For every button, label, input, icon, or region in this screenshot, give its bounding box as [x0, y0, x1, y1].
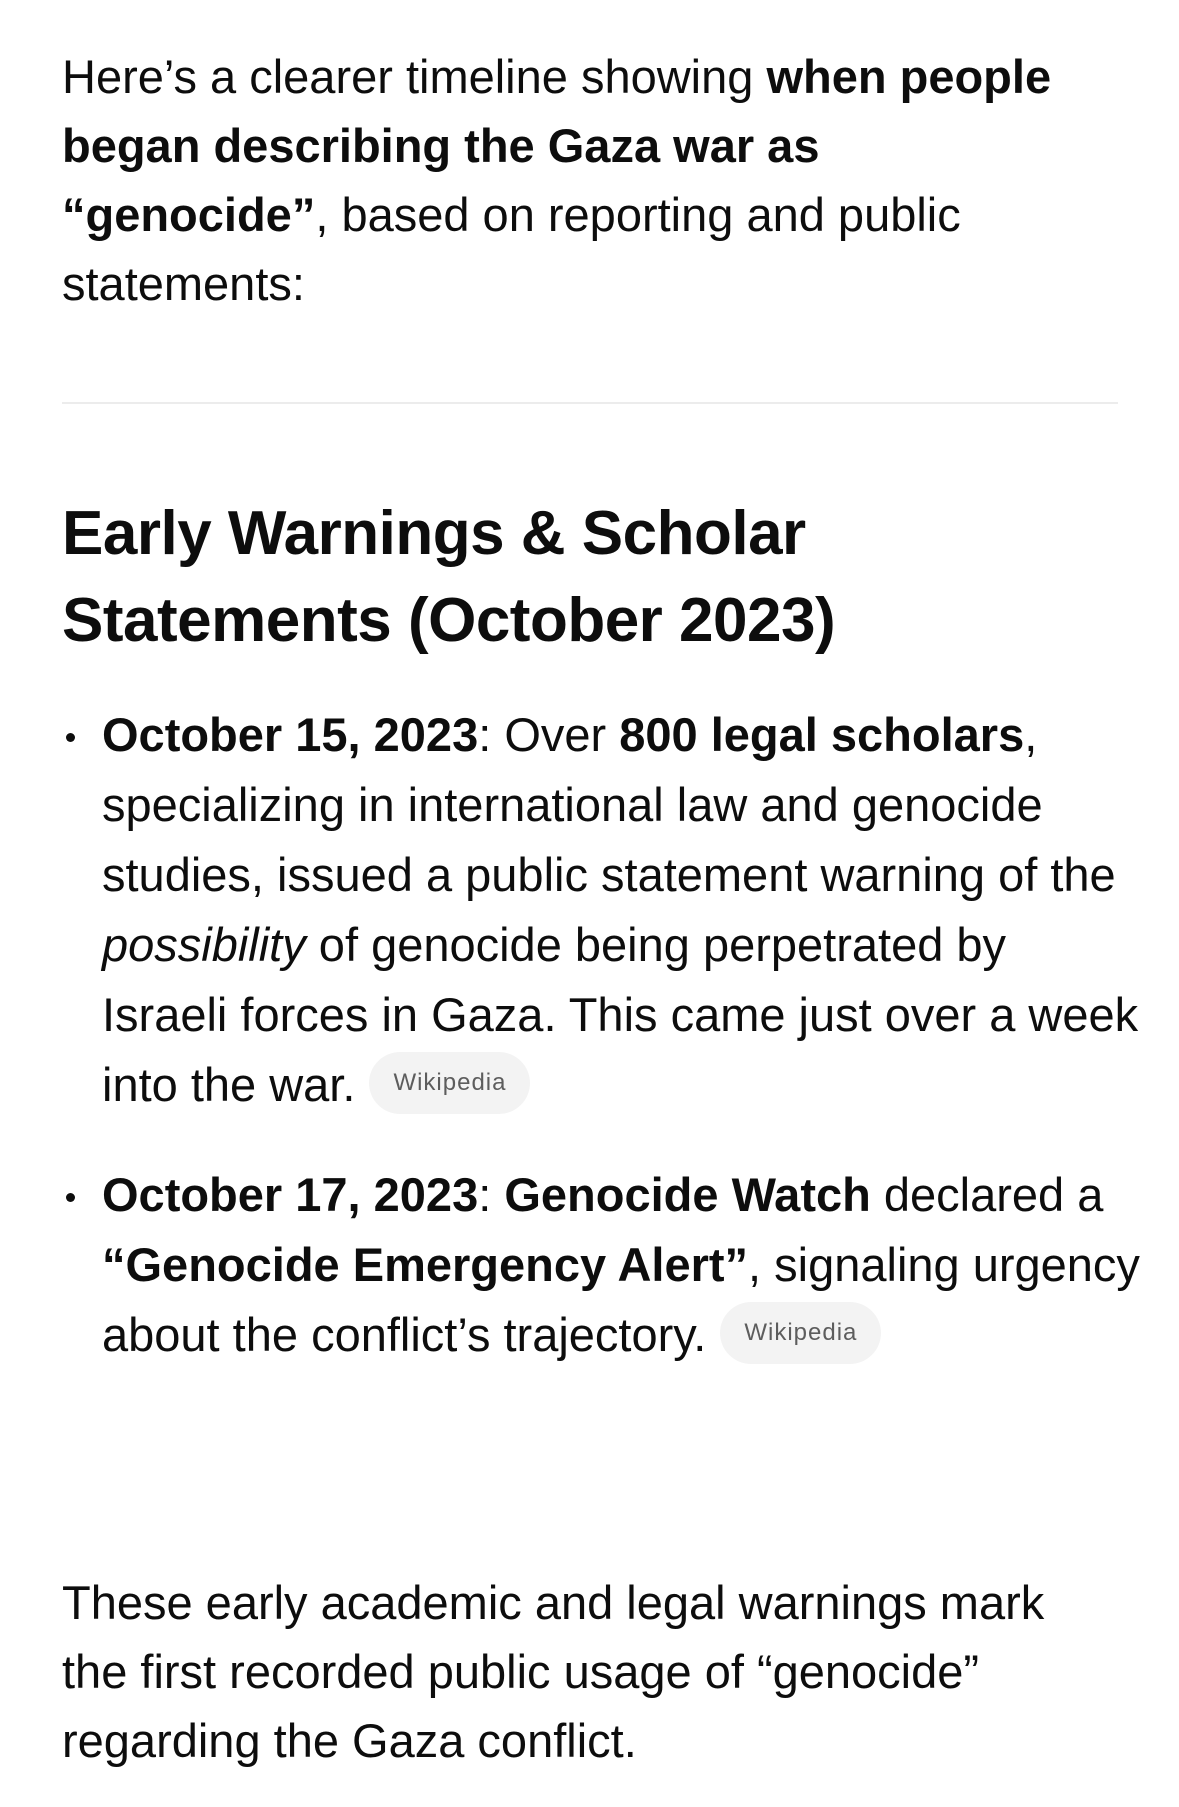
list-item-text	[102, 700, 1142, 1120]
section-divider	[62, 402, 1118, 404]
list-item	[62, 700, 1142, 1120]
item-bold: 800 legal scholars	[619, 708, 1025, 761]
bullet-dot-icon	[66, 733, 75, 742]
item-colon: :	[478, 1168, 505, 1221]
item-date: October 15, 2023	[102, 708, 479, 761]
source-chip-wikipedia[interactable]: Wikipedia	[369, 1052, 530, 1114]
chat-response	[62, 42, 1122, 318]
section-heading: Early Warnings & Scholar Statements (October 2023)	[62, 499, 836, 655]
item-text-2: of genocide being perpetrated by Israeli forces in Gaza. This came just over a week into the war.	[102, 918, 1139, 1111]
item-text: declared a	[870, 1168, 1104, 1221]
item-colon: : Over	[478, 708, 620, 761]
intro-paragraph	[62, 42, 1072, 318]
item-bold-2: “Genocide Emergency Alert”	[102, 1238, 749, 1291]
intro-bold: when people began describing the Gaza war as “genocide”	[62, 50, 1052, 241]
item-date: October 17, 2023	[102, 1168, 479, 1221]
list-item	[62, 1160, 1142, 1370]
item-italic: possibility	[102, 918, 306, 971]
item-bold: Genocide Watch	[504, 1168, 871, 1221]
bullet-dot-icon	[66, 1193, 75, 1202]
item-text: , specializing in international law and genocide studies, issued a public statement warning of the	[102, 708, 1116, 901]
list-item-text	[102, 1160, 1142, 1370]
intro-prefix: Here’s a clearer timeline showing	[62, 50, 767, 103]
source-chip-wikipedia[interactable]: Wikipedia	[720, 1302, 881, 1364]
outro-paragraph: These early academic and legal warnings mark the first recorded public usage of “genocide” regarding the Gaza conflict.	[62, 1576, 1045, 1767]
timeline-list	[62, 700, 1142, 1410]
item-text-2: , signaling urgency about the conflict’s trajectory.	[102, 1238, 1140, 1361]
intro-suffix: , based on reporting and public statements:	[62, 188, 961, 310]
